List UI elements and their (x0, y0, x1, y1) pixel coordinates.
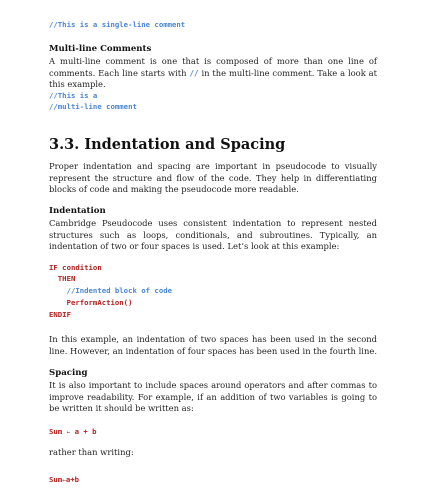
spacing-bad-example (49, 475, 79, 486)
indentation-text: Cambridge Pseudocode uses consistent indentation to represent nested structures such as loops, conditionals, and subroutines. Typically, an indentation of two or four spaces is used. Let’s look at this example: (49, 218, 377, 252)
spacing-good-example (49, 427, 97, 438)
indentation-explanation-paragraph (49, 334, 377, 357)
multiline-comments-paragraph (49, 56, 377, 91)
bad-example-rhs: a+b (65, 475, 79, 484)
single-line-comment-example: //This is a single-line comment (49, 20, 186, 29)
spacing-heading: Spacing (49, 368, 88, 378)
bad-example-lhs: Sum (49, 475, 63, 484)
inline-code-slashes: // (189, 68, 199, 78)
good-example-lhs: Sum (49, 427, 67, 436)
code-line-perform-action: PerformAction() (49, 298, 133, 307)
section-intro-text: Proper indentation and spacing are important in pseudocode to visually represent the structure and flow of the code. They help in differentiating blocks of code and making the pseudocode more readable. (49, 161, 377, 195)
code-line-endif: ENDIF (49, 310, 71, 319)
indentation-paragraph (49, 218, 377, 253)
code-line-comment: //Indented block of code (49, 286, 173, 295)
section-title: 3.3. Indentation and Spacing (49, 136, 286, 153)
spacing-text: It is also important to include spaces around operators and after commas to improve readability. For example, if an addition of two variables is going to be written it should be written as: (49, 380, 377, 414)
multiline-para-text-2: in the multi-line comment. Take a look at this example. (49, 67, 378, 90)
multiline-comments-heading: Multi-line Comments (49, 44, 152, 54)
multiline-comment-example-line-2: //multi-line comment (49, 102, 137, 111)
assignment-arrow-icon: ← (66, 429, 71, 436)
good-example-rhs: a + b (70, 427, 97, 436)
indentation-explanation-text: In this example, an indentation of two spaces has been used in the second line. However, an indentation of four spaces has been used in the fourth line. (49, 334, 377, 356)
code-line-then: THEN (49, 274, 76, 283)
rather-than-paragraph (49, 447, 377, 459)
spacing-paragraph (49, 380, 377, 415)
section-intro-paragraph (49, 161, 377, 196)
code-line-if-condition: IF condition (49, 263, 102, 272)
multiline-para-text-1: A multi-line comment is one that is composed of more than one line of comments. Each line starts with (49, 56, 377, 78)
rather-than-text: rather than writing: (49, 447, 134, 457)
indentation-heading: Indentation (49, 206, 106, 216)
multiline-comment-example-line-1: //This is a (49, 91, 98, 100)
assignment-arrow-icon: ← (62, 477, 66, 484)
